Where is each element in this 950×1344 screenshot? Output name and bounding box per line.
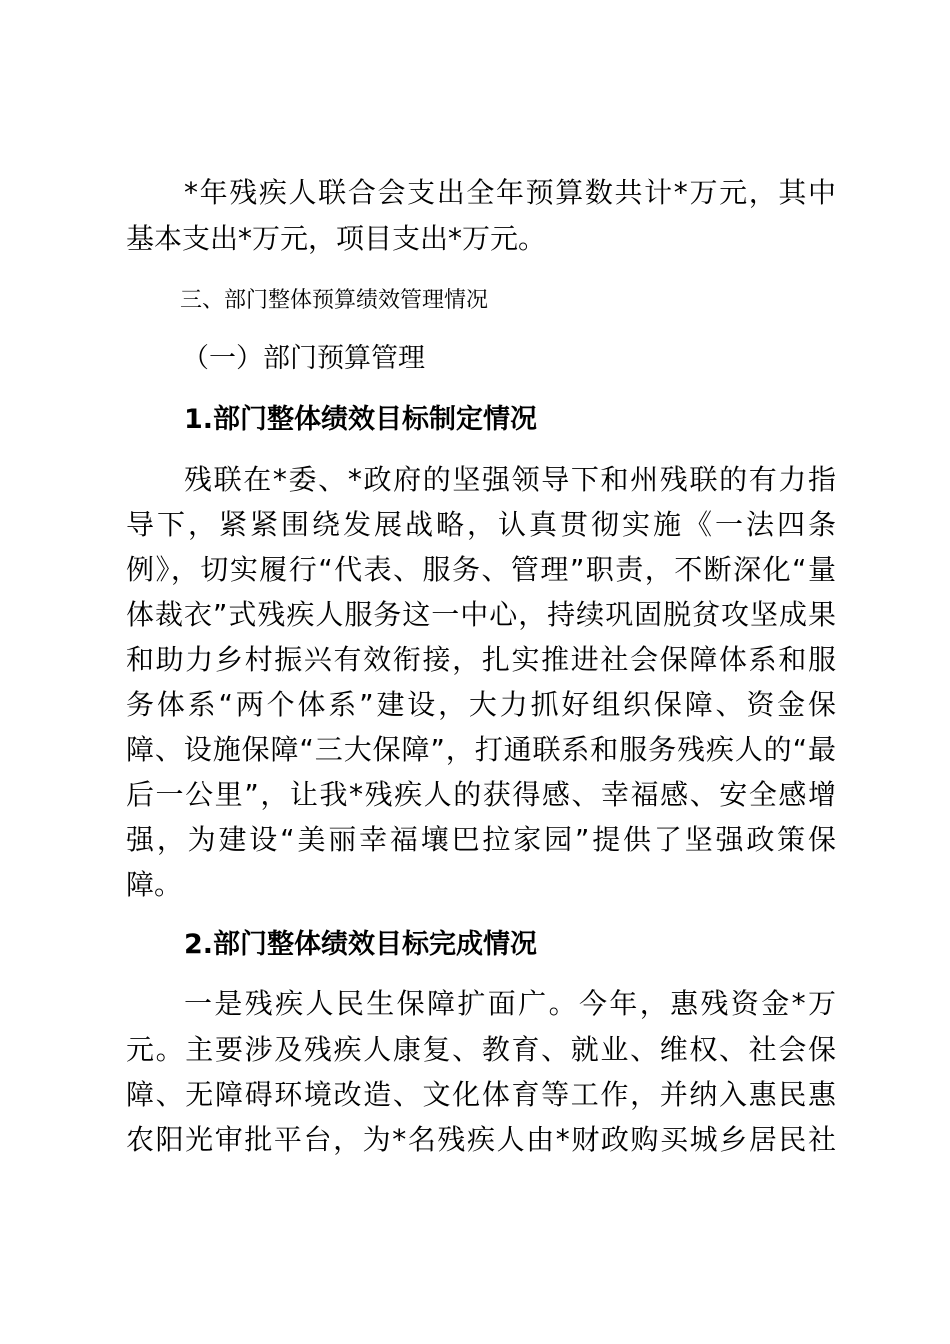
intro-line-2: 基本支出*万元，项目支出*万元。 (126, 222, 547, 255)
item1-line-5: 和助力乡村振兴有效衔接，扎实推进社会保障体系和服 (126, 643, 836, 676)
subsection-heading: （一）部门预算管理 (182, 343, 425, 374)
intro-line-1: *年残疾人联合会支出全年预算数共计*万元，其中 (184, 176, 836, 209)
item1-line-6: 务体系“两个体系”建设，大力抓好组织保障、资金保 (126, 688, 836, 721)
item1-line-3: 例》，切实履行“代表、服务、管理”职责，不断深化“量 (126, 553, 836, 586)
item1-line-9: 强，为建设“美丽幸福壤巴拉家园”提供了坚强政策保 (126, 823, 836, 856)
item2-line-1: 一是残疾人民生保障扩面广。今年，惠残资金*万 (184, 987, 836, 1020)
item1-line-1: 残联在*委、*政府的坚强领导下和州残联的有力指 (184, 463, 836, 496)
item1-line-10: 障。 (126, 868, 183, 901)
item2-line-3: 障、无障碍环境改造、文化体育等工作，并纳入惠民惠 (126, 1078, 836, 1111)
item2-heading: 2.部门整体绩效目标完成情况 (184, 929, 538, 960)
item1-line-7: 障、设施保障“三大保障”，打通联系和服务残疾人的“最 (126, 733, 836, 766)
item1-heading: 1.部门整体绩效目标制定情况 (184, 404, 538, 435)
item1-line-2: 导下，紧紧围绕发展战略，认真贯彻实施《一法四条 (126, 508, 836, 541)
section-heading: 三、部门整体预算绩效管理情况 (180, 288, 489, 313)
item1-line-8: 后一公里”，让我*残疾人的获得感、幸福感、安全感增 (126, 778, 836, 811)
item1-line-4: 体裁衣”式残疾人服务这一中心，持续巩固脱贫攻坚成果 (126, 598, 836, 631)
item2-line-4: 农阳光审批平台，为*名残疾人由*财政购买城乡居民社 (126, 1123, 836, 1156)
item2-line-2: 元。主要涉及残疾人康复、教育、就业、维权、社会保 (126, 1033, 836, 1066)
